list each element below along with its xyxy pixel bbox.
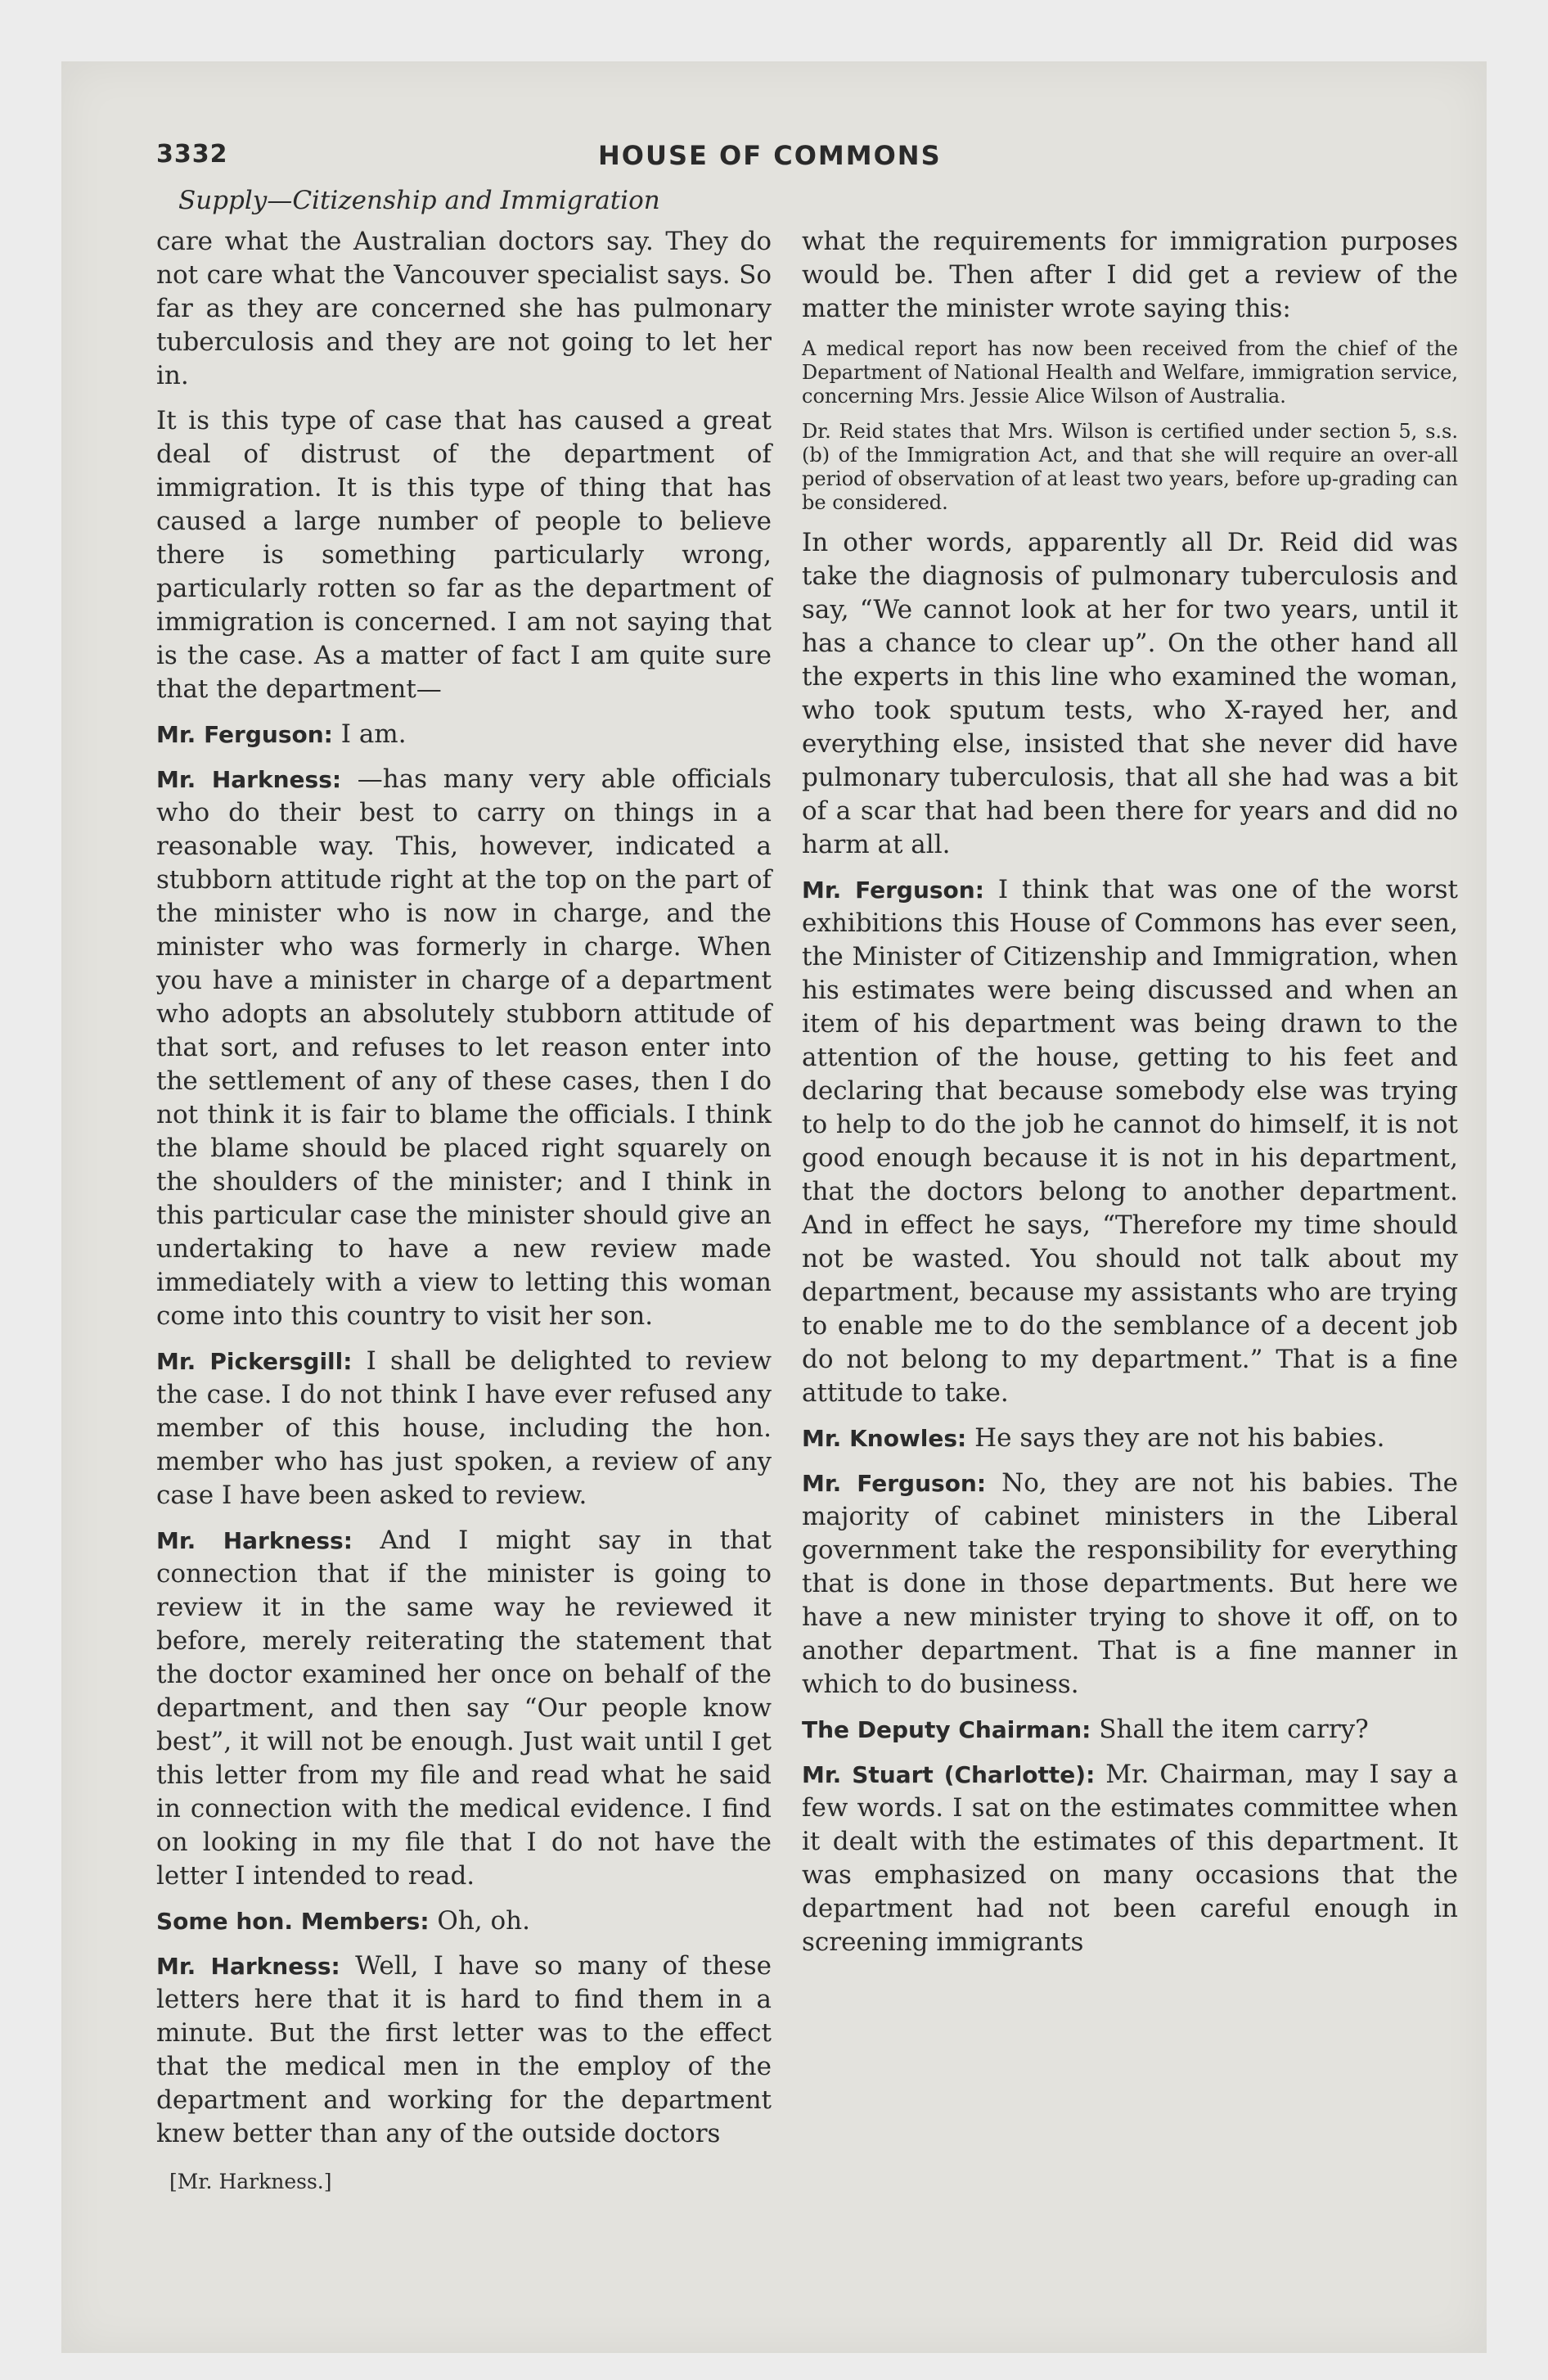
speech-text: I think that was one of the worst exhibitions this House of Commons has ever seen, the Minister of Citizenship and Immigration, when his estimates were being discussed and when an item of his department was being drawn to the attention of the house, getting to his feet and declaring that because somebody else was trying to help to do the job he cannot do himself, it is not good enough because it is not in his department, that the doctors belong to another department. And in effect he says, “Therefore my time should not be wasted. You should not talk about my department, because my assistants who are trying to enable me to do the semblance of a decent job do not belong to my department.” That is a fine attitude to take.	[802, 875, 1458, 1408]
speech-text: I shall be delighted to review the case. I do not think I have ever refused any member of this house, including the hon. member who has just spoken, a review of any case I have been asked to review.	[156, 1346, 772, 1510]
quoted-letter: Dr. Reid states that Mrs. Wilson is certified under section 5, s.s. (b) of the Immigration Act, and that she will require an over-all period of observation of at least two years, before up-grading can be considered.	[802, 420, 1458, 514]
speech-paragraph	[156, 718, 772, 751]
speaker-name: Mr. Harkness:	[156, 1953, 340, 1980]
paragraph: care what the Australian doctors say. They do not care what the Vancouver specialist says. So far as they are concerned she has pulmonary tuberculosis and they are not going to let her in.	[156, 227, 772, 390]
speech-paragraph	[156, 1524, 772, 1893]
speech-text: Mr. Chairman, may I say a few words. I sat on the estimates committee when it dealt with the estimates of this department. It was emphasized on many occasions that the department had not been careful enough in screening immigrants	[802, 1760, 1458, 1957]
section-subtitle: Supply—Citizenship and Immigration	[178, 186, 660, 215]
speech-paragraph	[802, 1422, 1458, 1455]
speech-text: No, they are not his babies. The majority of cabinet ministers in the Liberal government take the responsibility for everything that is done in those departments. But here we have a new minister trying to shove it off, on to another department. That is a fine manner in which to do business.	[802, 1468, 1458, 1699]
speech-paragraph	[802, 873, 1458, 1410]
page-number: 3332	[156, 140, 228, 169]
speaker-name: Mr. Ferguson:	[802, 1470, 987, 1497]
speaker-name: The Deputy Chairman:	[802, 1716, 1091, 1743]
speech-text: He says they are not his babies.	[966, 1423, 1385, 1453]
speech-text: Well, I have so many of these letters here that it is hard to find them in a minute. But the first letter was to the effect that the medical men in the employ of the department and working for the department knew better than any of the outside doctors	[156, 1951, 772, 2148]
speech-paragraph	[156, 1950, 772, 2151]
page-header	[156, 140, 1384, 181]
speech-text: I am.	[332, 719, 407, 749]
speaker-name: Mr. Ferguson:	[802, 877, 984, 904]
speech-text: Oh, oh.	[429, 1906, 530, 1936]
speech-text: And I might say in that connection that if the minister is going to review it in the same way he reviewed it before, merely reiterating the statement that the doctor examined her once on behalf of the department, and then say “Our people know best”, it will not be enough. Just wait until I get this letter from my file and read what he said in connection with the medical evidence. I find on looking in my file that I do not have the letter I intended to read.	[156, 1526, 772, 1891]
speech-paragraph	[156, 1904, 772, 1938]
right-column	[802, 225, 1458, 1971]
journal-title: HOUSE OF COMMONS	[598, 140, 942, 171]
speech-paragraph	[156, 1345, 772, 1512]
paragraph: In other words, apparently all Dr. Reid did was take the diagnosis of pulmonary tuberculosis and say, “We cannot look at her for two years, until it has a chance to clear up”. On the other hand all the experts in this line who examined the woman, who took sputum tests, who X-rayed her, and everything else, insisted that she never did have pulmonary tuberculosis, that all she had was a bit of a scar that had been there for years and did no harm at all.	[802, 528, 1458, 859]
speech-text: Shall the item carry?	[1091, 1715, 1369, 1744]
quoted-letter: A medical report has now been received from the chief of the Department of National Health and Welfare, immigration service, concerning Mrs. Jessie Alice Wilson of Australia.	[802, 337, 1458, 408]
speaker-name: Some hon. Members:	[156, 1908, 430, 1935]
speech-paragraph	[802, 1467, 1458, 1702]
paragraph: It is this type of case that has caused a great deal of distrust of the department of immigration. It is this type of thing that has caused a large number of people to believe there is something particularly wrong, particularly rotten so far as the department of immigration is concerned. I am not saying that is the case. As a matter of fact I am quite sure that the department—	[156, 406, 772, 704]
speaker-name: Mr. Knowles:	[802, 1425, 967, 1452]
speech-text: —has many very able officials who do their best to carry on things in a reasonable way. This, however, indicated a stubborn attitude right at the top on the part of the minister who is now in charge, and the minister who was formerly in charge. When you have a minister in charge of a department who adopts an absolutely stubborn attitude of that sort, and refuses to let reason enter into the settlement of any of these cases, then I do not think it is fair to blame the officials. I think the blame should be placed right squarely on the shoulders of the minister; and I think in this particular case the minister should give an undertaking to have a new review made immediately with a view to letting this woman come into this country to visit her son.	[156, 764, 772, 1331]
speaker-name: Mr. Pickersgill:	[156, 1348, 353, 1375]
left-column	[156, 225, 772, 2162]
speech-paragraph	[802, 1713, 1458, 1747]
page-footer-speaker-note: [Mr. Harkness.]	[169, 2170, 332, 2193]
speaker-name: Mr. Ferguson:	[156, 721, 333, 748]
paragraph: what the requirements for immigration purposes would be. Then after I did get a review of the matter the minister wrote saying this:	[802, 227, 1458, 323]
speaker-name: Mr. Stuart (Charlotte):	[802, 1761, 1096, 1788]
speech-paragraph	[802, 1758, 1458, 1959]
speaker-name: Mr. Harkness:	[156, 1527, 353, 1554]
speech-paragraph	[156, 763, 772, 1333]
speaker-name: Mr. Harkness:	[156, 766, 342, 793]
